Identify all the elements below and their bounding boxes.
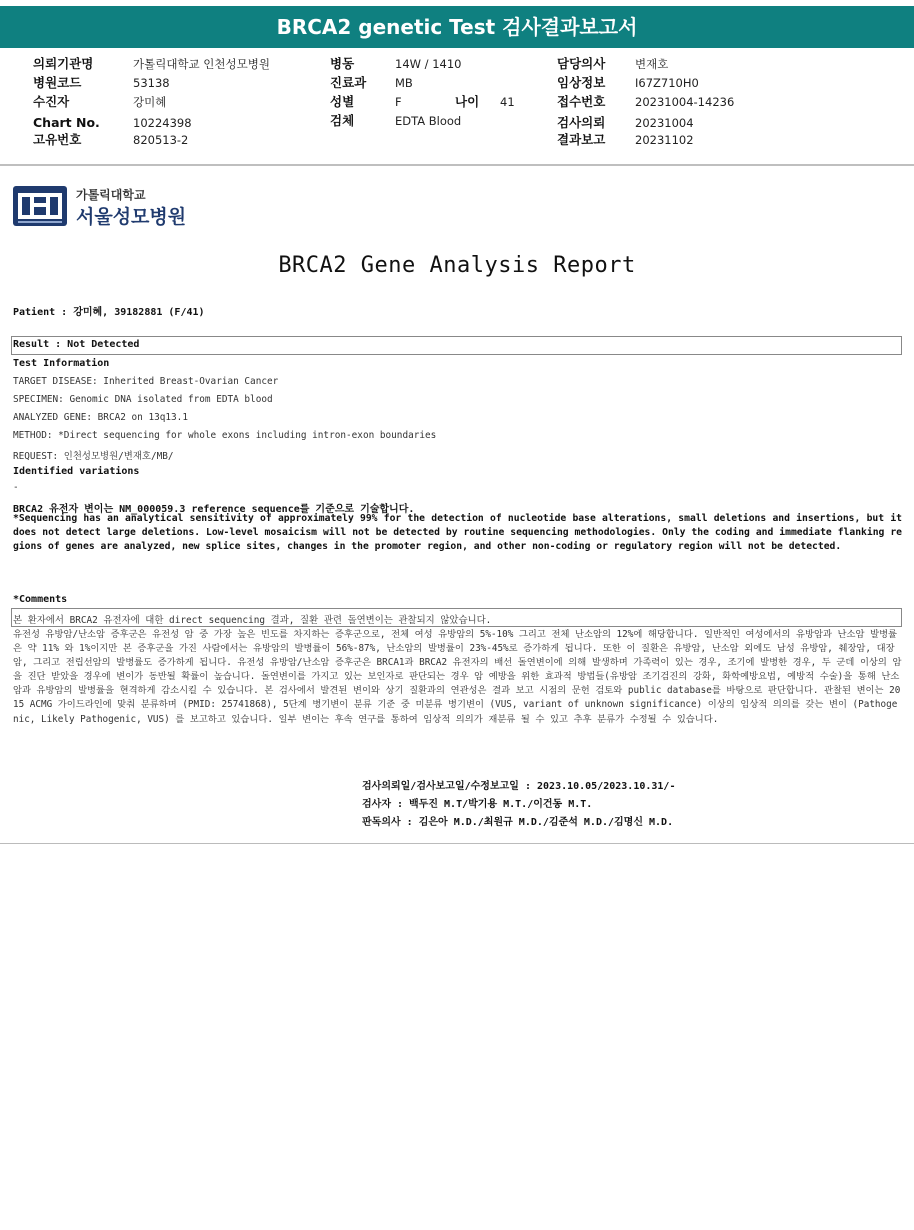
label-specimen: 검체 (330, 113, 355, 128)
label-request-date: 검사의뢰 (557, 115, 606, 130)
report-banner-title: BRCA2 genetic Test 검사결과보고서 (0, 6, 914, 48)
report-title: BRCA2 Gene Analysis Report (278, 253, 636, 278)
logo-hospital-name: 서울성모병원 (76, 206, 187, 228)
value-clinical-info: I67Z710H0 (635, 76, 699, 90)
hospital-emblem-icon (12, 185, 68, 227)
test-info-heading: Test Information (13, 358, 110, 369)
value-request-date: 20231004 (635, 116, 694, 130)
value-chart-no: 10224398 (133, 116, 192, 130)
reviewing-physicians: 판독의사 : 김은아 M.D./최원규 M.D./김준석 M.D./김명신 M.D. (362, 817, 674, 828)
value-specimen: EDTA Blood (395, 114, 462, 128)
value-age: 41 (500, 95, 515, 109)
logo-university-name: 가톨릭대학교 (76, 188, 146, 202)
examiners: 검사자 : 백두진 M.T/박기용 M.T./이건동 M.T. (362, 799, 593, 810)
request-line: REQUEST: 인천성모병원/변재호/MB/ (13, 451, 174, 462)
report-dates: 검사의뢰일/검사보고일/수정보고일 : 2023.10.05/2023.10.31/- (362, 781, 676, 792)
value-patient-name: 강미혜 (133, 95, 167, 109)
identified-variations-heading: Identified variations (13, 466, 140, 477)
result-line: Result : Not Detected (13, 339, 140, 350)
label-sex: 성별 (330, 94, 355, 109)
target-disease: TARGET DISEASE: Inherited Breast-Ovarian Cancer (13, 376, 279, 387)
comment-summary: 본 환자에서 BRCA2 유전자에 대한 direct sequencing 결과, 질환 관련 돌연변이는 관찰되지 않았습니다. (13, 615, 492, 626)
footer-divider (0, 843, 914, 844)
identified-variations-value: - (13, 482, 19, 493)
value-sex: F (395, 95, 402, 109)
label-unique-id: 고유번호 (33, 132, 82, 147)
method-line: METHOD: *Direct sequencing for whole exons including intron-exon boundaries (13, 430, 437, 441)
value-department: MB (395, 76, 413, 90)
label-department: 진료과 (330, 75, 367, 90)
value-requesting-institution: 가톨릭대학교 인천성모병원 (133, 57, 270, 71)
patient-line: Patient : 강미혜, 39182881 (F/41) (13, 307, 205, 318)
value-hospital-code: 53138 (133, 76, 170, 90)
label-chart-no: Chart No. (33, 115, 100, 130)
label-age: 나이 (455, 94, 480, 109)
label-patient-name: 수진자 (33, 94, 70, 109)
label-attending-doctor: 담당의사 (557, 56, 606, 71)
result-box (11, 336, 902, 355)
label-receipt-no: 접수번호 (557, 94, 606, 109)
label-requesting-institution: 의뢰기관명 (33, 56, 94, 71)
label-report-date: 결과보고 (557, 132, 606, 147)
patient-header (0, 48, 914, 166)
value-ward: 14W / 1410 (395, 57, 462, 71)
reference-sequence-note: BRCA2 유전자 변이는 NM_000059.3 reference sequence를 기준으로 기술합니다. (13, 504, 415, 515)
comment-body: 유전성 유방암/난소암 증후군은 유전성 암 중 가장 높은 빈도를 차지하는 증후군으로, 전체 여성 유방암의 5%-10% 그리고 전체 난소암의 12%에 해당합니다. 일반적인 여성에서의 유방암과 난소암 발병률은 약 11% 와 1%이지만 본 증후군을 가진 사람에서는 유방암의 발병률이 56%-87%, 난소암의 발병률이 23%-45%로 증가하게 됩니다. 또한 이 질환은 유방암, 난소암 외에도 남성 유방암, 췌장암, 대장암, 그리고 전립선암의 발병률도 증가하게 됩니다. 유전성 유방암/난소암 증후군은 BRCA1과 BRCA2 유전자의 배선 돌연변이에 의해 발생하며 가족력이 있는 경우, 조기에 발병한 경우, 두 군데 이상의 암을 진단 받았을 경우에 변이가 동반될 확률이 높습니다. 돌연변이를 가지고 있는 보인자로 판단되는 경우 암 예방을 위한 효과적 방법들(유방암 조기검진의 강화, 화학예방요법, 예방적 수술)을 통해 난소암과 유방암의 발병률을 현격하게 감소시킬 수 있습니다. 본 검사에서 발견된 변이와 상기 질환과의 연관성은 결과 보고 시점의 문헌 검토와 public database를 바탕으로 판단합니다. 관찰된 변이는 2015 ACMG 가이드라인에 맞춰 분류하며 (PMID: 25741868), 5단계 병기변이 분류 기준 중 미분류 병기변이 (VUS, variant of unknown significance) 이상의 임상적 의의를 갖는 변이 (Pathogenic, Likely Pathogenic, VUS) 를 보고하고 있습니다. 일부 변이는 후속 연구를 통하여 임상적 의의가 재분류 될 수 있고 추후 분류가 수정될 수 있습니다. (13, 629, 902, 725)
label-ward: 병동 (330, 56, 355, 71)
value-report-date: 20231102 (635, 133, 694, 147)
label-clinical-info: 임상정보 (557, 75, 606, 90)
value-receipt-no: 20231004-14236 (635, 95, 735, 109)
sensitivity-note: *Sequencing has an analytical sensitivity of approximately 99% for the detection of nucleotide base alterations, small deletions and insertions, but it does not detect large deletions. Low-level mosaicism will not be detected by routine sequencing methodologies. Only the coding and immediate flanking regions of genes are analyzed, new splice sites, changes in the promoter region, and other non-coding or regulatory region will not be detected. (13, 513, 902, 552)
label-hospital-code: 병원코드 (33, 75, 82, 90)
comments-heading: *Comments (13, 594, 68, 605)
analyzed-gene: ANALYZED GENE: BRCA2 on 13q13.1 (13, 412, 188, 423)
specimen-line: SPECIMEN: Genomic DNA isolated from EDTA blood (13, 394, 273, 405)
hospital-logo (12, 185, 202, 229)
value-unique-id: 820513-2 (133, 133, 189, 147)
header-divider (0, 164, 914, 166)
value-attending-doctor: 변재호 (635, 57, 669, 71)
